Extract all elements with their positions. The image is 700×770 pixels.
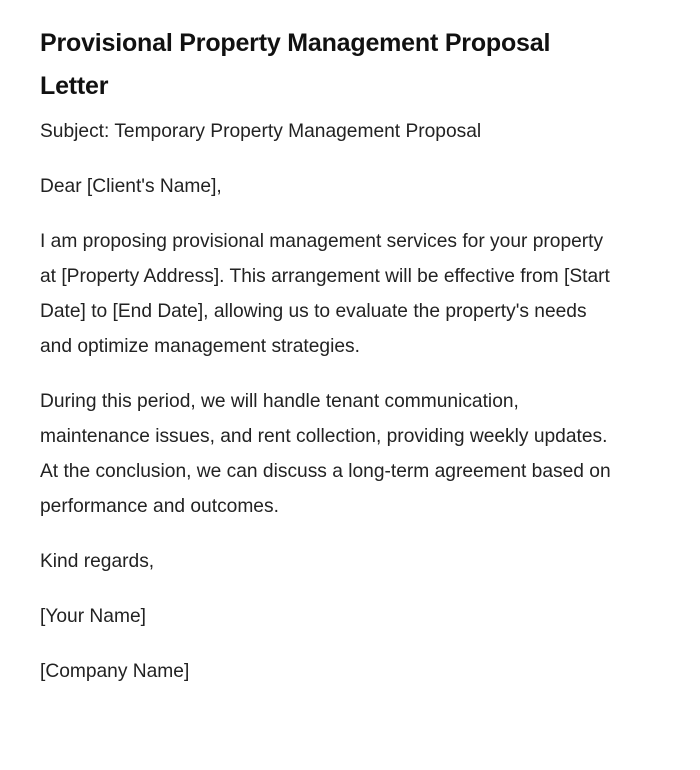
salutation: Dear [Client's Name],: [40, 176, 222, 197]
body-paragraph-2: During this period, we will handle tenant communication, maintenance issues, and rent collection, providing weekly updates. At the conclusion, we can discuss a long-term agreement based on performance and outcomes.: [40, 391, 611, 517]
closing: Kind regards,: [40, 551, 155, 572]
body-paragraph-1: I am proposing provisional management services for your property at [Property Address]. This arrangement will be effective from [Start Date] to [End Date], allowing us to evaluate the property's needs and optimize management strategies.: [40, 231, 610, 357]
letter-subject: Subject: Temporary Property Management Proposal: [40, 121, 482, 142]
signature-name: [Your Name]: [40, 606, 146, 627]
signature-company: [Company Name]: [40, 661, 190, 682]
letter-document: [40, 22, 615, 709]
letter-title: Provisional Property Management Proposal Letter: [40, 29, 551, 100]
